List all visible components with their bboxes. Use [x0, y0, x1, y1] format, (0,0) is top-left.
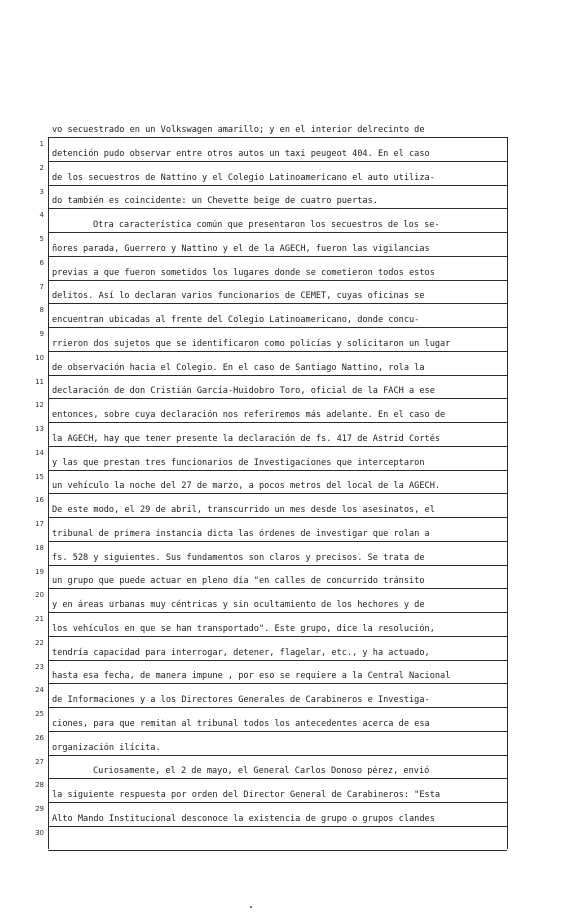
ruled-line	[48, 137, 507, 138]
line-number: 6	[39, 258, 44, 267]
text-line: y las que prestan tres funcionarios de Investigaciones que interceptaron	[52, 457, 425, 468]
text-line: Alto Mando Institucional desconoce la existencia de grupo o grupos clandes	[52, 813, 435, 824]
line-number: 8	[39, 306, 44, 315]
ruled-line	[48, 612, 507, 613]
ruled-line	[48, 232, 507, 233]
text-line: un vehículo la noche del 27 de marzo, a pocos metros del local de la AGECH.	[52, 481, 441, 492]
ruled-line	[48, 185, 507, 186]
ruled-line	[48, 636, 507, 637]
line-number: 4	[39, 211, 44, 220]
text-line: rrieron dos sujetos que se identificaron como policías y solicitaron un lugar	[52, 338, 451, 349]
line-number: 30	[35, 828, 44, 837]
text-line: fs. 528 y siguientes. Sus fundamentos son claros y precisos. Se trata de	[52, 552, 425, 563]
text-line: y en áreas urbanas muy céntricas y sin ocultamiento de los hechores y de	[52, 600, 425, 610]
ruled-line	[48, 351, 507, 352]
line-number: 10	[35, 353, 44, 362]
line-number: 21	[35, 615, 44, 623]
ruled-line	[48, 660, 507, 661]
text-line: un grupo que puede actuar en pleno día "en calles de concurrido tránsito	[52, 576, 425, 587]
line-number: 29	[35, 805, 44, 813]
line-number: 11	[35, 377, 44, 386]
line-number: 3	[39, 187, 44, 196]
text-line: los vehículos en que se han transportado". Este grupo, dice la resolución,	[52, 623, 435, 634]
line-number: 16	[35, 496, 44, 505]
text-line: de observación hacia el Colegio. En el caso de Santiago Nattino, rola la	[52, 362, 425, 373]
ruled-line	[48, 470, 507, 471]
ruled-line	[48, 327, 507, 328]
line-number: 15	[35, 472, 44, 481]
text-line: Otra característica común que presentaron los secuestros de los se-	[93, 220, 440, 230]
text-line: hasta esa fecha, de manera impune , por eso se requiere a la Central Nacional	[52, 671, 451, 682]
ruled-line	[48, 398, 507, 399]
line-number: 5	[39, 235, 44, 243]
text-line: previas a que fueron sometidos los lugares donde se cometieron todos estos	[52, 267, 435, 278]
line-number: 28	[35, 781, 44, 790]
line-number: 22	[35, 638, 44, 647]
ruled-line	[48, 565, 507, 566]
line-number: 13	[35, 425, 44, 433]
line-number: 24	[35, 686, 44, 695]
ruled-line	[48, 517, 507, 518]
margin-line	[507, 137, 508, 849]
text-line: delitos. Así lo declaran varios funcionarios de CEMET, cuyas oficinas se	[52, 291, 425, 302]
line-number: 1	[39, 140, 44, 148]
text-line: organización ilícita.	[52, 742, 161, 753]
line-number: 12	[35, 401, 44, 410]
text-line: detención pudo observar entre otros autos un taxi peugeot 404. En el caso	[52, 148, 430, 159]
line-number: 7	[39, 282, 44, 291]
text-line: vo secuestrado en un Volkswagen amarillo; y en el interior delrecinto de	[52, 125, 425, 135]
ruled-line	[48, 755, 507, 756]
text-line: declaración de don Cristián García-Huidobro Toro, oficial de la FACH a ese	[52, 386, 435, 397]
ruled-line	[48, 826, 507, 827]
ruled-line	[48, 422, 507, 423]
line-number: 17	[35, 520, 44, 528]
line-number: 23	[35, 662, 44, 671]
line-number: 18	[35, 543, 44, 552]
line-number: 9	[39, 330, 44, 338]
ruled-line	[48, 493, 507, 494]
ruled-line	[48, 778, 507, 779]
ruled-line	[48, 208, 507, 209]
ruled-line	[48, 588, 507, 589]
line-number: 20	[35, 591, 44, 600]
ruled-line	[48, 707, 507, 708]
scan-speck	[250, 906, 252, 908]
ruled-line	[48, 541, 507, 542]
ruled-line	[48, 375, 507, 376]
ruled-line	[48, 446, 507, 447]
ruled-line	[48, 256, 507, 257]
text-line: la siguiente respuesta por orden del Director General de Carabineros: "Esta	[52, 790, 441, 800]
ruled-line	[48, 850, 507, 851]
line-number: 14	[35, 448, 44, 457]
line-number: 27	[35, 757, 44, 766]
text-line: tendría capacidad para interrogar, detener, flagelar, etc., y ha actuado,	[52, 647, 430, 658]
line-number: 2	[39, 163, 44, 172]
text-line: de los secuestros de Nattino y el Colegio Latinoamericano el auto utiliza-	[52, 172, 435, 183]
ruled-line	[48, 303, 507, 304]
ruled-line	[48, 280, 507, 281]
text-line: de Informaciones y a los Directores Generales de Carabineros e Investiga-	[52, 695, 430, 705]
ruled-line	[48, 731, 507, 732]
text-line: ciones, para que remitan al tribunal todos los antecedentes acerca de esa	[52, 718, 430, 729]
ruled-line	[48, 802, 507, 803]
line-number: 26	[35, 733, 44, 742]
text-line: la AGECH, hay que tener presente la declaración de fs. 417 de Astrid Cortés	[52, 433, 441, 444]
margin-line	[48, 137, 49, 849]
text-line: do también es coincidente: un Chevette beige de cuatro puertas.	[52, 196, 378, 207]
line-number: 19	[35, 567, 44, 576]
ruled-line	[48, 683, 507, 684]
text-line: encuentran ubicadas al frente del Colegio Latinoamericano, donde concu-	[52, 315, 420, 325]
text-line: tribunal de primera instancia dicta las órdenes de investigar que rolan a	[52, 528, 430, 539]
ruled-line	[48, 161, 507, 162]
text-line: ñores parada, Guerrero y Nattino y el de la AGECH, fueron las vigilancias	[52, 243, 430, 254]
text-line: entonces, sobre cuya declaración nos referiremos más adelante. En el caso de	[52, 410, 446, 420]
line-number: 25	[35, 710, 44, 718]
text-line: De este modo, el 29 de abril, transcurrido un mes desde los asesinatos, el	[52, 505, 435, 515]
text-line: Curiosamente, el 2 de mayo, el General Carlos Donoso pérez, envió	[93, 766, 430, 777]
